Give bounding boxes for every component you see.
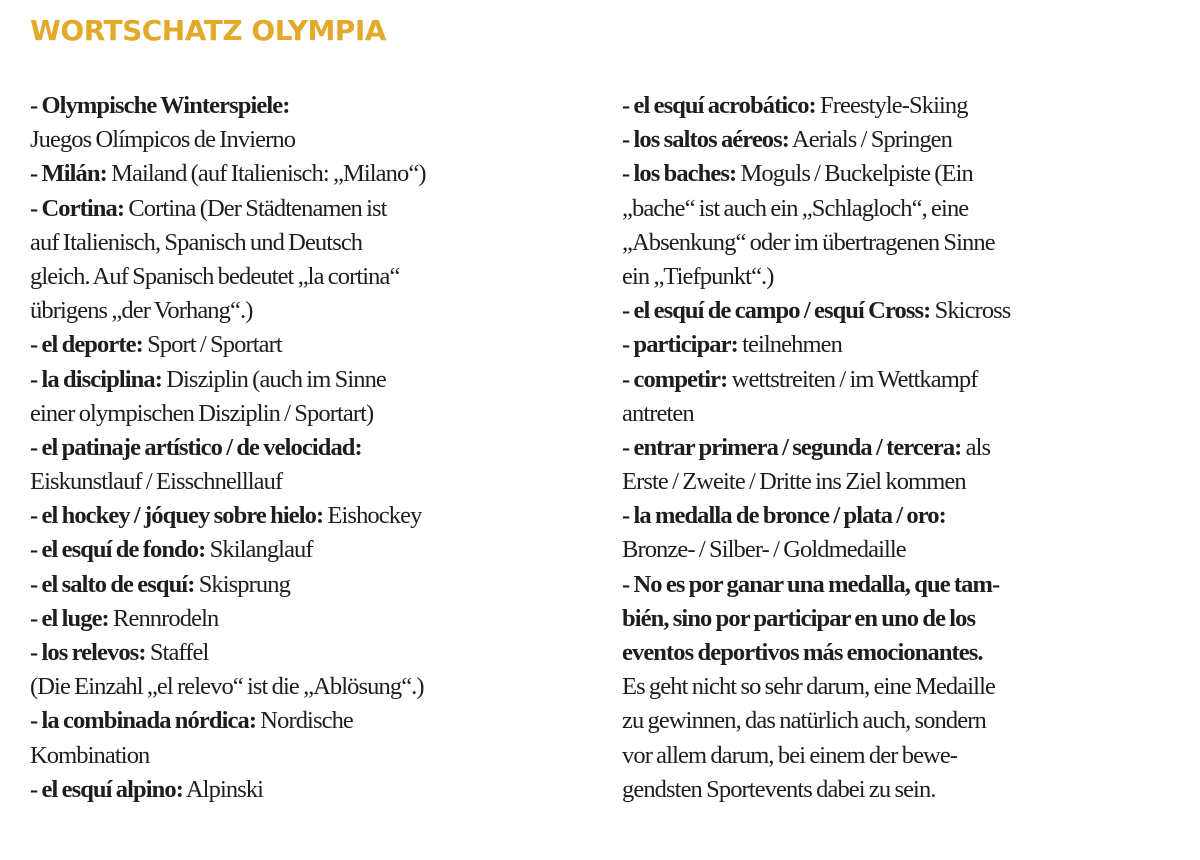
vocab-translation: Nordische xyxy=(256,707,353,735)
vocab-line xyxy=(30,157,610,191)
vocab-translation: Disziplin (auch im Sinne xyxy=(162,365,386,393)
vocab-line xyxy=(30,226,610,260)
vocab-line xyxy=(30,773,610,807)
vocab-term: - la disciplina: xyxy=(30,365,162,393)
example-sentence-line xyxy=(622,602,1182,636)
vocab-line xyxy=(30,670,610,704)
vocab-translation: als xyxy=(961,433,991,461)
vocab-translation: Staffel xyxy=(145,639,209,666)
vocab-line xyxy=(622,328,1182,362)
vocab-line xyxy=(622,363,1182,397)
vocab-translation: Sport / Sportart xyxy=(142,331,282,359)
vocab-term: - el salto de esquí: xyxy=(30,570,195,598)
vocab-translation: „Absenkung“ oder im übertragenen Sinne xyxy=(622,228,995,256)
vocab-translation: Erste / Zweite / Dritte ins Ziel kommen xyxy=(622,468,966,496)
page-title: WORTSCHATZ OLYMPIA xyxy=(30,14,386,47)
vocab-line xyxy=(30,260,610,294)
vocab-line xyxy=(622,465,1182,499)
vocab-line xyxy=(30,499,610,533)
vocab-term: - el luge: xyxy=(30,604,109,632)
example-sentence-line xyxy=(622,704,1182,738)
vocab-line xyxy=(622,226,1182,260)
vocab-term: - Cortina: xyxy=(30,194,125,222)
vocab-term: - el esquí de fondo: xyxy=(30,536,206,564)
vocab-term: - el esquí alpino: xyxy=(30,775,184,803)
vocab-term: - la medalla de bronce / plata / oro: xyxy=(622,502,946,530)
vocab-translation: einer olympischen Disziplin / Sportart) xyxy=(30,399,374,427)
vocab-term: - los saltos aéreos: xyxy=(622,126,790,154)
vocab-line xyxy=(622,397,1182,431)
example-sentence-line xyxy=(622,670,1182,704)
vocab-term: - el esquí acrobático: xyxy=(622,92,816,119)
vocab-line xyxy=(30,431,610,465)
vocab-term: - el hockey / jóquey sobre hielo: xyxy=(30,502,324,530)
vocab-line xyxy=(622,123,1182,157)
vocab-term: - los relevos: xyxy=(30,639,146,666)
vocab-line xyxy=(30,636,610,670)
vocab-translation: teilnehmen xyxy=(737,331,842,359)
vocab-translation: Juegos Olímpicos de Invierno xyxy=(30,126,296,154)
vocab-line xyxy=(30,89,610,123)
vocab-term: - Milán: xyxy=(30,160,107,188)
example-sentence-line xyxy=(622,773,1182,807)
vocab-term: - los baches: xyxy=(622,160,737,188)
vocab-translation: gleich. Auf Spanisch bedeutet „la cortina“ xyxy=(30,262,400,290)
vocab-term: - Olympische Winterspiele: xyxy=(30,92,290,119)
example-sentence-line xyxy=(622,636,1182,670)
vocab-translation: „bache“ ist auch ein „Schlagloch“, eine xyxy=(622,194,969,222)
vocab-term: - competir: xyxy=(622,365,728,393)
vocabulary-column-left xyxy=(30,89,610,807)
vocab-translation: ein „Tiefpunkt“.) xyxy=(622,262,774,290)
vocab-line xyxy=(622,533,1182,567)
vocab-translation: Rennrodeln xyxy=(108,604,219,632)
vocab-line xyxy=(30,704,610,738)
vocab-translation: Skilanglauf xyxy=(205,536,313,564)
vocab-translation: antreten xyxy=(622,399,694,427)
vocab-line xyxy=(30,739,610,773)
vocab-term: - el esquí de campo / esquí Cross: xyxy=(622,297,931,325)
example-sentence-german: zu gewinnen, das natürlich auch, sondern xyxy=(622,707,986,735)
example-sentence-line xyxy=(622,739,1182,773)
example-sentence-line xyxy=(622,568,1182,602)
example-sentence-spanish: eventos deportivos más emocionantes. xyxy=(622,639,983,666)
vocab-translation: Skisprung xyxy=(194,570,290,598)
vocab-translation: Cortina (Der Städtenamen ist xyxy=(124,194,387,222)
vocab-term: - entrar primera / segunda / tercera: xyxy=(622,433,962,461)
vocab-line xyxy=(30,397,610,431)
vocabulary-column-right xyxy=(622,89,1182,807)
vocab-line xyxy=(622,294,1182,328)
vocab-term: - participar: xyxy=(622,331,738,359)
vocab-term: - la combinada nórdica: xyxy=(30,707,257,735)
vocab-translation: (Die Einzahl „el relevo“ ist die „Ablösung“.) xyxy=(30,673,424,701)
vocab-line xyxy=(30,192,610,226)
vocab-line xyxy=(622,499,1182,533)
vocab-line xyxy=(622,89,1182,123)
vocab-line xyxy=(30,465,610,499)
vocab-line xyxy=(30,123,610,157)
vocab-line xyxy=(622,431,1182,465)
vocab-translation: Aerials / Springen xyxy=(789,126,952,154)
vocab-term: - el patinaje artístico / de velocidad: xyxy=(30,433,362,461)
vocab-translation: Eiskunstlauf / Eisschnelllauf xyxy=(30,468,283,496)
vocab-translation: auf Italienisch, Spanisch und Deutsch xyxy=(30,228,363,256)
vocab-line xyxy=(30,294,610,328)
vocab-translation: Bronze- / Silber- / Goldmedaille xyxy=(622,536,906,564)
vocab-translation: Skicross xyxy=(930,297,1011,325)
vocab-translation: Eishockey xyxy=(323,502,422,530)
vocab-translation: Moguls / Buckelpiste (Ein xyxy=(736,160,973,188)
vocab-line xyxy=(622,192,1182,226)
example-sentence-spanish: - No es por ganar una medalla, que tam- xyxy=(622,570,1000,598)
vocab-translation: Mailand (auf Italienisch: „Milano“) xyxy=(106,160,426,188)
vocab-term: - el deporte: xyxy=(30,331,143,359)
vocab-translation: Kombination xyxy=(30,741,150,769)
vocab-line xyxy=(30,363,610,397)
vocab-translation: übrigens „der Vorhang“.) xyxy=(30,297,253,325)
vocab-line xyxy=(30,568,610,602)
example-sentence-german: vor allem darum, bei einem der bewe- xyxy=(622,741,958,769)
vocab-line xyxy=(622,260,1182,294)
vocab-line xyxy=(30,533,610,567)
vocab-line xyxy=(622,157,1182,191)
example-sentence-german: Es geht nicht so sehr darum, eine Medaille xyxy=(622,673,995,701)
vocab-translation: Freestyle-Skiing xyxy=(815,92,968,119)
example-sentence-german: gendsten Sportevents dabei zu sein. xyxy=(622,775,936,803)
example-sentence-spanish: bién, sino por participar en uno de los xyxy=(622,604,976,632)
vocab-line xyxy=(30,328,610,362)
vocab-line xyxy=(30,602,610,636)
vocab-translation: wettstreiten / im Wettkampf xyxy=(727,365,978,393)
vocab-translation: Alpinski xyxy=(183,775,264,803)
